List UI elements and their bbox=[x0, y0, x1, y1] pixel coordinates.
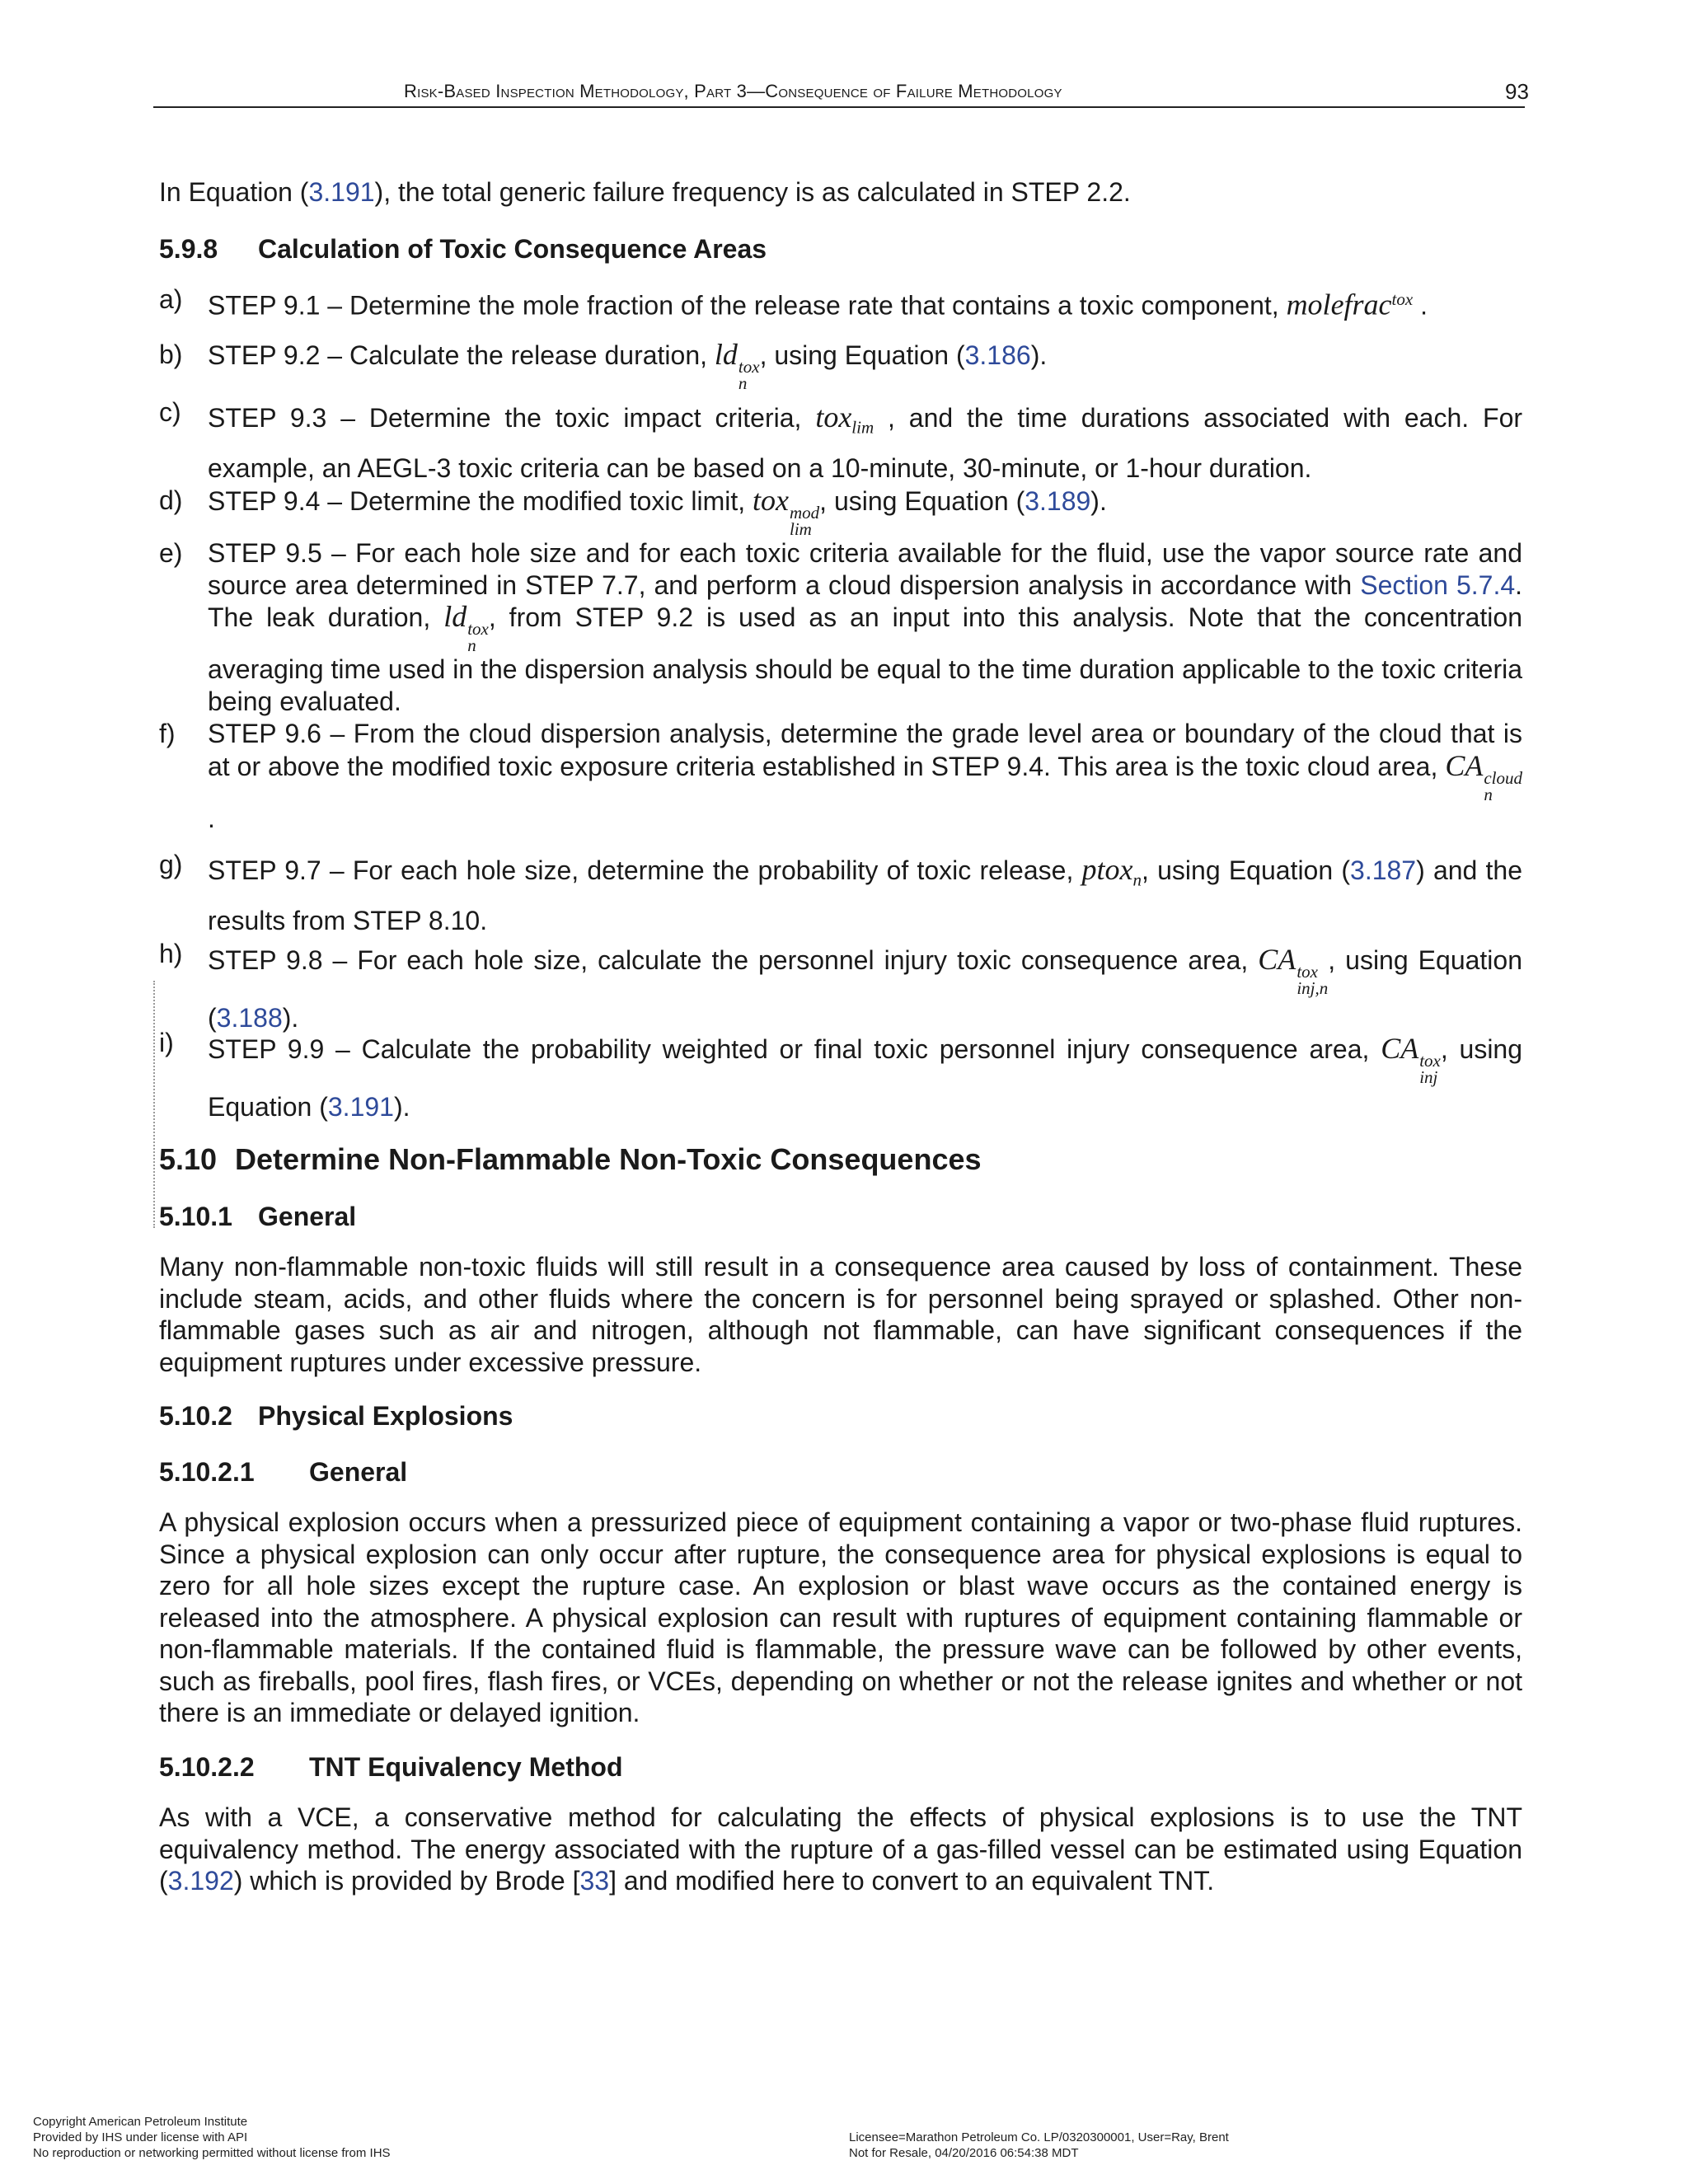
footer-license: Licensee=Marathon Petroleum Co. LP/0320300001, User=Ray, Brent Not for Resale, 04/20/2016 06:54:38 MDT bbox=[849, 2130, 1229, 2160]
equation-link[interactable]: 3.191 bbox=[327, 1092, 394, 1122]
math-symbol: CA bbox=[1445, 748, 1484, 782]
step-9-2: STEP 9.2 – Calculate the release duration, ld tox n , using Equation (3.186). bbox=[208, 338, 1048, 393]
math-symbol: CA bbox=[1258, 943, 1296, 976]
math-symbol: tox bbox=[753, 484, 789, 517]
margin-change-marker bbox=[153, 981, 155, 1228]
math-symbol: tox bbox=[815, 401, 852, 434]
math-symbol: ld bbox=[714, 338, 738, 371]
equation-link[interactable]: 3.187 bbox=[1350, 855, 1417, 885]
section-heading-5-9-8: 5.9.8 Calculation of Toxic Consequence Areas bbox=[159, 234, 767, 264]
step-9-7: STEP 9.7 – For each hole size, determine the probability of toxic release, ptox$_n$, using Equation (3.187) and the results from STEP 8.10. bbox=[208, 853, 1523, 936]
list-letter: b) bbox=[159, 340, 183, 369]
header-rule bbox=[153, 106, 1525, 108]
section-heading-5-10-2: 5.10.2 Physical Explosions bbox=[159, 1401, 513, 1431]
section-heading-5-10-2-1: 5.10.2.1 General bbox=[159, 1457, 408, 1487]
step-9-6: STEP 9.6 – From the cloud dispersion analysis, determine the grade level area or boundary of the cloud that is at or above the modified toxic exposure criteria established in STEP 9.4. This area is the toxic cloud area, CA cloud n . bbox=[208, 719, 1523, 833]
list-letter: d) bbox=[159, 485, 183, 515]
section-link[interactable]: Section 5.7.4 bbox=[1360, 569, 1516, 600]
running-header-title: Risk-Based Inspection Methodology, Part 3—Consequence of Failure Methodology bbox=[404, 81, 1062, 101]
step-9-3: STEP 9.3 – Determine the toxic impact criteria, tox$_{lim}$ , and the time durations associated with each. For example, an AEGL-3 toxic criteria can be based on a 10-minute, 30-minute, or 1-hour duration. bbox=[208, 401, 1523, 484]
math-symbol: molefrac bbox=[1286, 288, 1392, 321]
math-symbol: ld bbox=[443, 600, 467, 633]
list-letter: a) bbox=[159, 284, 183, 314]
equation-link[interactable]: 3.186 bbox=[964, 340, 1031, 370]
footer-copyright: Copyright American Petroleum Institute Provided by IHS under license with API No reproduction or networking permitted without license from IHS bbox=[33, 2115, 391, 2160]
list-letter: i) bbox=[159, 1028, 174, 1057]
reference-link[interactable]: 33 bbox=[579, 1866, 610, 1896]
page-number: 93 bbox=[1505, 79, 1529, 104]
list-letter: e) bbox=[159, 538, 183, 568]
step-9-8: STEP 9.8 – For each hole size, calculate the personnel injury toxic consequence area, CA tox inj,n , using Equation (3.188). bbox=[208, 943, 1523, 1033]
section-heading-5-10: 5.10 Determine Non-Flammable Non-Toxic Consequences bbox=[159, 1142, 982, 1176]
step-9-1: STEP 9.1 – Determine the mole fraction of the release rate that contains a toxic component, molefrac$^{tox}$ . bbox=[208, 288, 1428, 321]
equation-link[interactable]: 3.192 bbox=[167, 1866, 234, 1896]
section-heading-5-10-2-2: 5.10.2.2 TNT Equivalency Method bbox=[159, 1752, 623, 1782]
list-letter: g) bbox=[159, 850, 183, 879]
equation-link[interactable]: 3.188 bbox=[216, 1003, 283, 1033]
step-9-5: STEP 9.5 – For each hole size and for each toxic criteria available for the fluid, use the vapor source rate and source area determined in STEP 7.7, and perform a cloud dispersion analysis in accordance with Section 5.7.4. The leak duration, ld tox n , from STEP 9.2 is used as an input into this analysis. Note that the concentration averaging time used in the dispersion analysis should be equal to the time duration applicable to the toxic criteria being evaluated. bbox=[208, 538, 1523, 716]
step-9-9: STEP 9.9 – Calculate the probability weighted or final toxic personnel injury consequence area, CA tox inj , using Equation (3.191). bbox=[208, 1032, 1523, 1122]
math-symbol: ptox bbox=[1081, 853, 1133, 886]
paragraph-5-10-2-2: As with a VCE, a conservative method for calculating the effects of physical explosions is to use the TNT equivalency method. The energy associated with the rupture of a gas-filled vessel can be estimated using Equation (3.192) which is provided by Brode [33] and modified here to convert to an equivalent TNT. bbox=[159, 1802, 1522, 1896]
paragraph-5-10-2-1: A physical explosion occurs when a pressurized piece of equipment containing a vapor or two-phase fluid ruptures. Since a physical explosion can only occur after rupture, the consequence area for physical explosions is equal to zero for all hole sizes except the rupture case. An explosion or blast wave occurs as the contained energy is released into the atmosphere. A physical explosion can result with ruptures of equipment containing flammable or non-flammable materials. If the contained fluid is flammable, the pressure wave can be followed by other events, such as fireballs, pool fires, flash fires, or VCEs, depending on whether or not the release ignites and whether or not there is an immediate or delayed ignition. bbox=[159, 1507, 1522, 1727]
math-symbol: CA bbox=[1381, 1032, 1419, 1065]
list-letter: h) bbox=[159, 939, 183, 968]
intro-paragraph: In Equation (3.191), the total generic failure frequency is as calculated in STEP 2.2. bbox=[159, 177, 1131, 207]
step-9-4: STEP 9.4 – Determine the modified toxic limit, tox mod lim , using Equation (3.189). bbox=[208, 484, 1107, 539]
list-letter: f) bbox=[159, 719, 176, 748]
equation-link[interactable]: 3.191 bbox=[308, 177, 375, 207]
list-letter: c) bbox=[159, 397, 181, 427]
equation-link[interactable]: 3.189 bbox=[1025, 486, 1091, 516]
section-heading-5-10-1: 5.10.1 General bbox=[159, 1202, 357, 1231]
paragraph-5-10-1: Many non-flammable non-toxic fluids will still result in a consequence area caused by loss of containment. These include steam, acids, and other fluids where the concern is for personnel being sprayed or splashed. Other non-flammable gases such as air and nitrogen, although not flammable, can have significant consequences if the equipment ruptures under excessive pressure. bbox=[159, 1252, 1522, 1377]
